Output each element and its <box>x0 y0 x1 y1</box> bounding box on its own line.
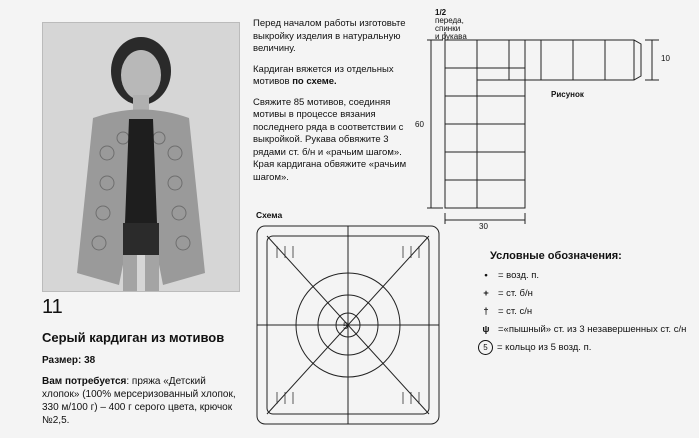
instructions <box>253 18 413 192</box>
dim-width: 30 <box>479 222 488 231</box>
schema-label: Схема <box>256 210 283 220</box>
materials-text: : пряжа «Детский хлопок» (100% мерсеризованный хлопок, 330 м/100 г) – 400 г серого цвета, крючок №2,5. <box>42 376 236 426</box>
single-crochet-icon: + <box>483 287 489 299</box>
legend-item-text: = ст. с/н <box>498 305 533 317</box>
pattern-label-half: 1/2 <box>435 8 447 17</box>
legend-item-text: = кольцо из 5 возд. п. <box>497 341 592 353</box>
puff-stitch-icon: ψ <box>482 323 490 335</box>
pattern-label-front: переда, <box>435 16 464 25</box>
legend-item <box>478 266 686 284</box>
legend <box>478 266 686 356</box>
materials-label: Вам потребуется <box>42 376 127 387</box>
legend-title: Условные обозначения: <box>490 250 622 262</box>
model-number: 11 <box>42 296 63 318</box>
pattern-label-sleeve: и рукава <box>435 32 467 41</box>
instructions-p2 <box>253 64 413 89</box>
svg-text:5: 5 <box>343 321 349 331</box>
dim-sleeve: 10 <box>661 54 670 63</box>
legend-item-text: =«пышный» ст. из 3 незавершенных ст. с/н <box>498 323 687 335</box>
legend-item-text: = возд. п. <box>498 269 540 281</box>
legend-item <box>478 338 686 356</box>
instructions-p2-lead: Кардиган вяжется из отдельных мотивов <box>253 63 394 87</box>
model-title: Серый кардиган из мотивов <box>42 330 225 345</box>
crochet-schema <box>253 222 443 428</box>
pattern-label-back: спинки <box>435 24 461 33</box>
legend-item-text: = ст. б/н <box>498 287 533 299</box>
double-crochet-icon: † <box>483 305 489 317</box>
instructions-p3: Свяжите 85 мотивов, соединяя мотивы в процессе вязания последнего ряда в соответствии с выкройкой. Рукава обвяжите 3 рядами ст. б/н и «рачьим шагом». Края кардигана обвяжите «рачьим шагом». <box>253 96 407 183</box>
materials <box>42 375 242 427</box>
model-photo <box>42 22 240 292</box>
size-label: Размер: 38 <box>42 355 96 366</box>
pattern-drawing <box>415 8 699 233</box>
legend-item <box>478 284 686 302</box>
pattern-label-risunok: Рисунок <box>551 90 584 99</box>
instructions-p1: Перед началом работы изготовьте выкройку изделия в натуральную величину. <box>253 18 406 54</box>
chain-ring-icon: 5 <box>478 340 493 355</box>
chain-stitch-icon: • <box>484 269 488 281</box>
instructions-p2-bold: по схеме. <box>292 76 337 87</box>
legend-item <box>478 302 686 320</box>
legend-item <box>478 320 686 338</box>
dim-height: 60 <box>415 120 424 129</box>
